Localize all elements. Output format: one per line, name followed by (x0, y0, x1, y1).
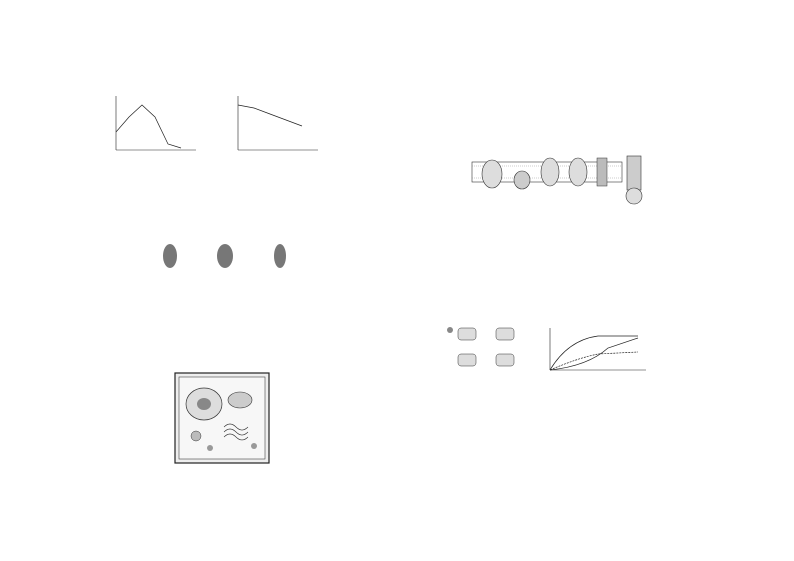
complex-iv (569, 158, 587, 186)
complex-iii (541, 158, 559, 186)
complex-i (482, 160, 502, 188)
protein-3 (274, 244, 286, 268)
q11-temperature-chart (96, 88, 206, 166)
q13-cell-diagram (174, 372, 270, 464)
q12-membrane-diagram (130, 228, 350, 290)
q15-mechanism-diagram-jia (440, 320, 530, 380)
protein-1 (163, 244, 177, 268)
curve-b (550, 352, 638, 370)
protein-2 (217, 244, 233, 268)
nacl-curve (238, 105, 302, 126)
curve-c (550, 338, 638, 370)
mitochondrion (228, 392, 252, 408)
atp-synthase (627, 156, 641, 190)
q11-nacl-chart (218, 88, 338, 166)
ucp-channel (597, 158, 607, 186)
q14-electron-transport-diagram (452, 140, 662, 220)
q15-rate-chart-yi (528, 320, 658, 384)
temperature-curve (116, 105, 181, 148)
complex-ii (514, 171, 530, 189)
